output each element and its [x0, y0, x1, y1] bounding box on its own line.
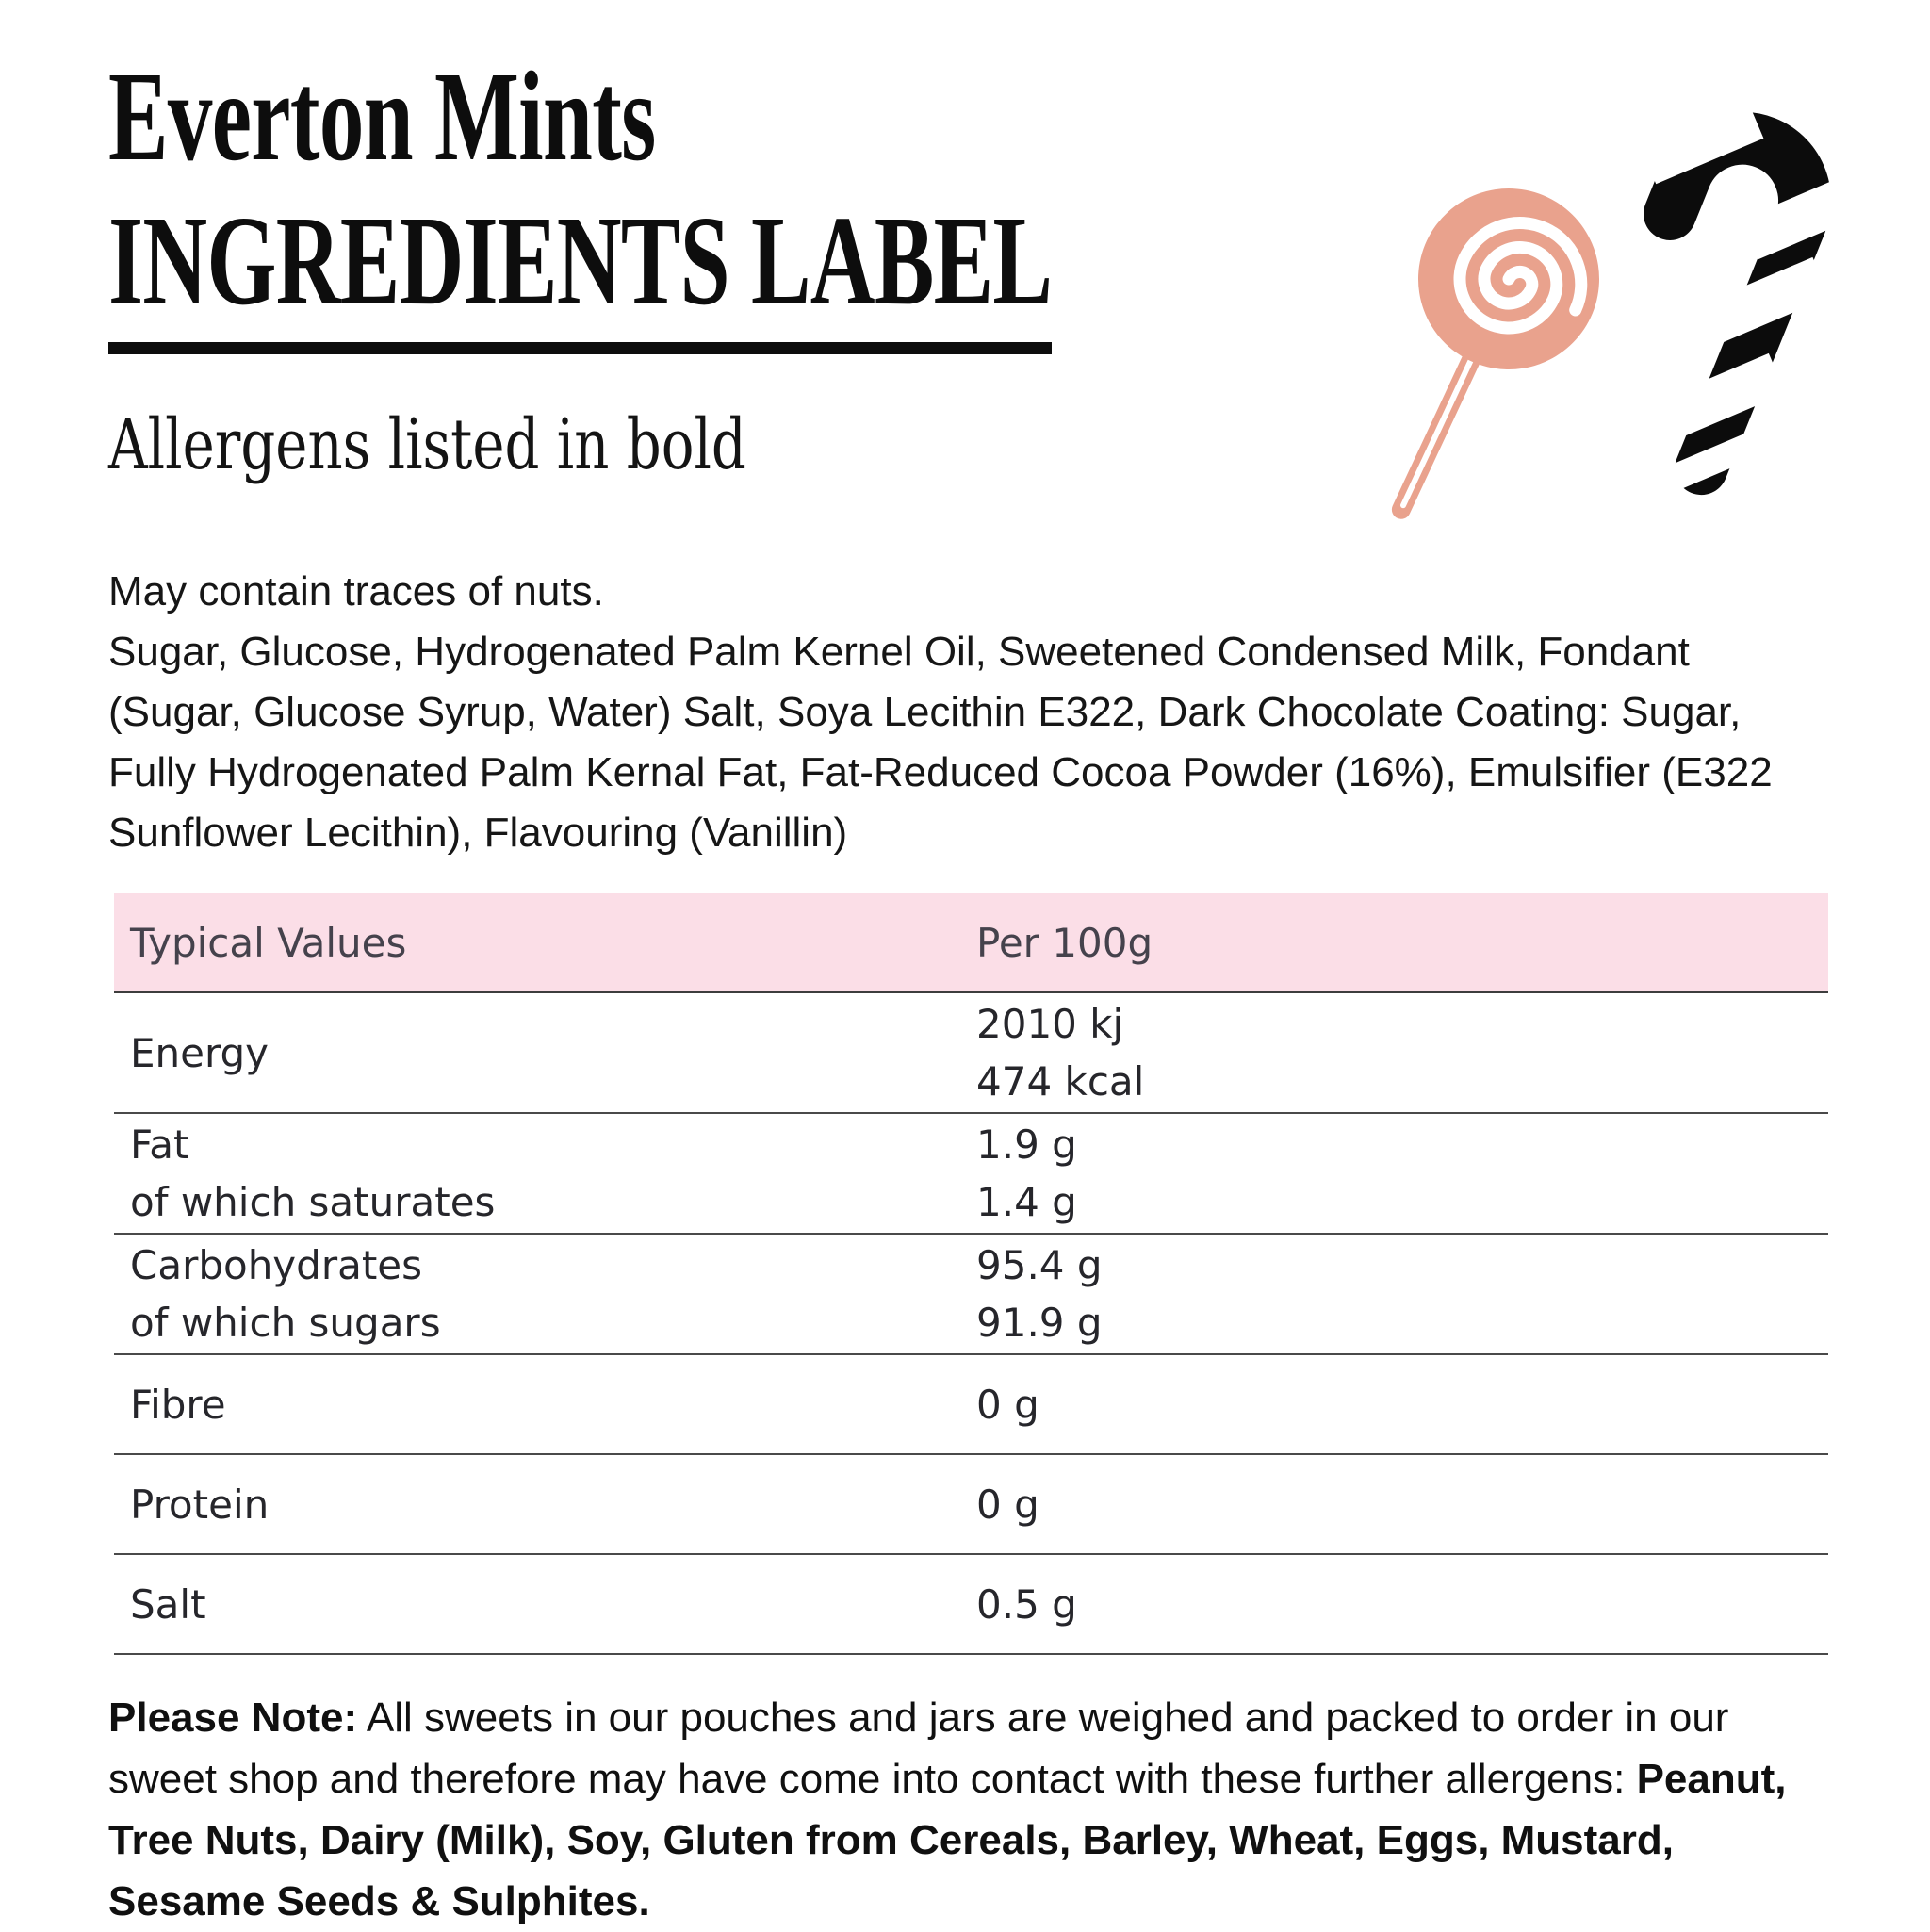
column-header-typical-values: Typical Values: [130, 919, 407, 966]
row-sublabel: of which sugars: [130, 1300, 441, 1346]
row-value: 95.4 g: [976, 1242, 1103, 1288]
row-sublabel: of which saturates: [130, 1179, 496, 1225]
nutrition-table: [114, 893, 1828, 1655]
title-line-1: Everton Mints: [108, 46, 656, 188]
row-label: Fibre: [130, 1381, 226, 1428]
ingredients-list-text: Sugar, Glucose, Hydrogenated Palm Kernel Oil, Sweetened Condensed Milk, Fondant (Sugar, Glucose Syrup, Water) Salt, Soya Lecithin E322, Dark Chocolate Coating: Sugar, Fully Hydrogenated Palm Kernal Fat, Fat-Reduced Cocoa Powder (16%), Emulsifier (E322 Sunflower Lecithin), Flavouring (Vanillin): [108, 629, 1773, 856]
nut-warning-text: May contain traces of nuts.: [108, 568, 604, 614]
row-label: Salt: [130, 1580, 206, 1628]
note-bold-allergens: Peanut, Tree Nuts, Dairy (Milk), Soy, Gluten from Cereals, Barley, Wheat, Eggs, Mustard, Sesame Seeds & Sulphites.: [108, 1756, 1787, 1924]
table-header-row: [114, 893, 1828, 993]
row-value: 1.9 g: [976, 1122, 1077, 1168]
please-note-paragraph: [108, 1687, 1814, 1932]
table-row-salt: [114, 1555, 1828, 1655]
row-value: 474 kcal: [976, 1058, 1145, 1105]
subtitle-allergens: Allergens listed in bold: [108, 404, 746, 485]
row-value: 0 g: [976, 1481, 1039, 1528]
row-value: 0 g: [976, 1381, 1039, 1428]
row-label: Energy: [130, 1029, 270, 1076]
title-line-2: INGREDIENTS LABEL: [108, 189, 1930, 354]
row-value: 0.5 g: [976, 1580, 1077, 1628]
row-value: 91.9 g: [976, 1300, 1103, 1346]
row-value: 1.4 g: [976, 1179, 1077, 1225]
note-bold-lead: Please Note:: [108, 1695, 358, 1741]
ingredients-paragraph: [108, 562, 1819, 863]
page-title: [108, 45, 1930, 354]
table-row-carbohydrates: [114, 1235, 1828, 1355]
table-row-energy: [114, 993, 1828, 1114]
row-label: Protein: [130, 1481, 270, 1528]
row-label: Fat: [130, 1122, 189, 1168]
row-label: Carbohydrates: [130, 1242, 423, 1288]
row-value: 2010 kj: [976, 1001, 1124, 1047]
column-header-per-100g: Per 100g: [976, 919, 1153, 966]
table-row-fibre: [114, 1355, 1828, 1455]
table-row-protein: [114, 1455, 1828, 1555]
note-body-text: All sweets in our pouches and jars are weighed and packed to order in our sweet shop and therefore may have come into contact with these further allergens:: [108, 1695, 1729, 1802]
table-row-fat: [114, 1114, 1828, 1235]
